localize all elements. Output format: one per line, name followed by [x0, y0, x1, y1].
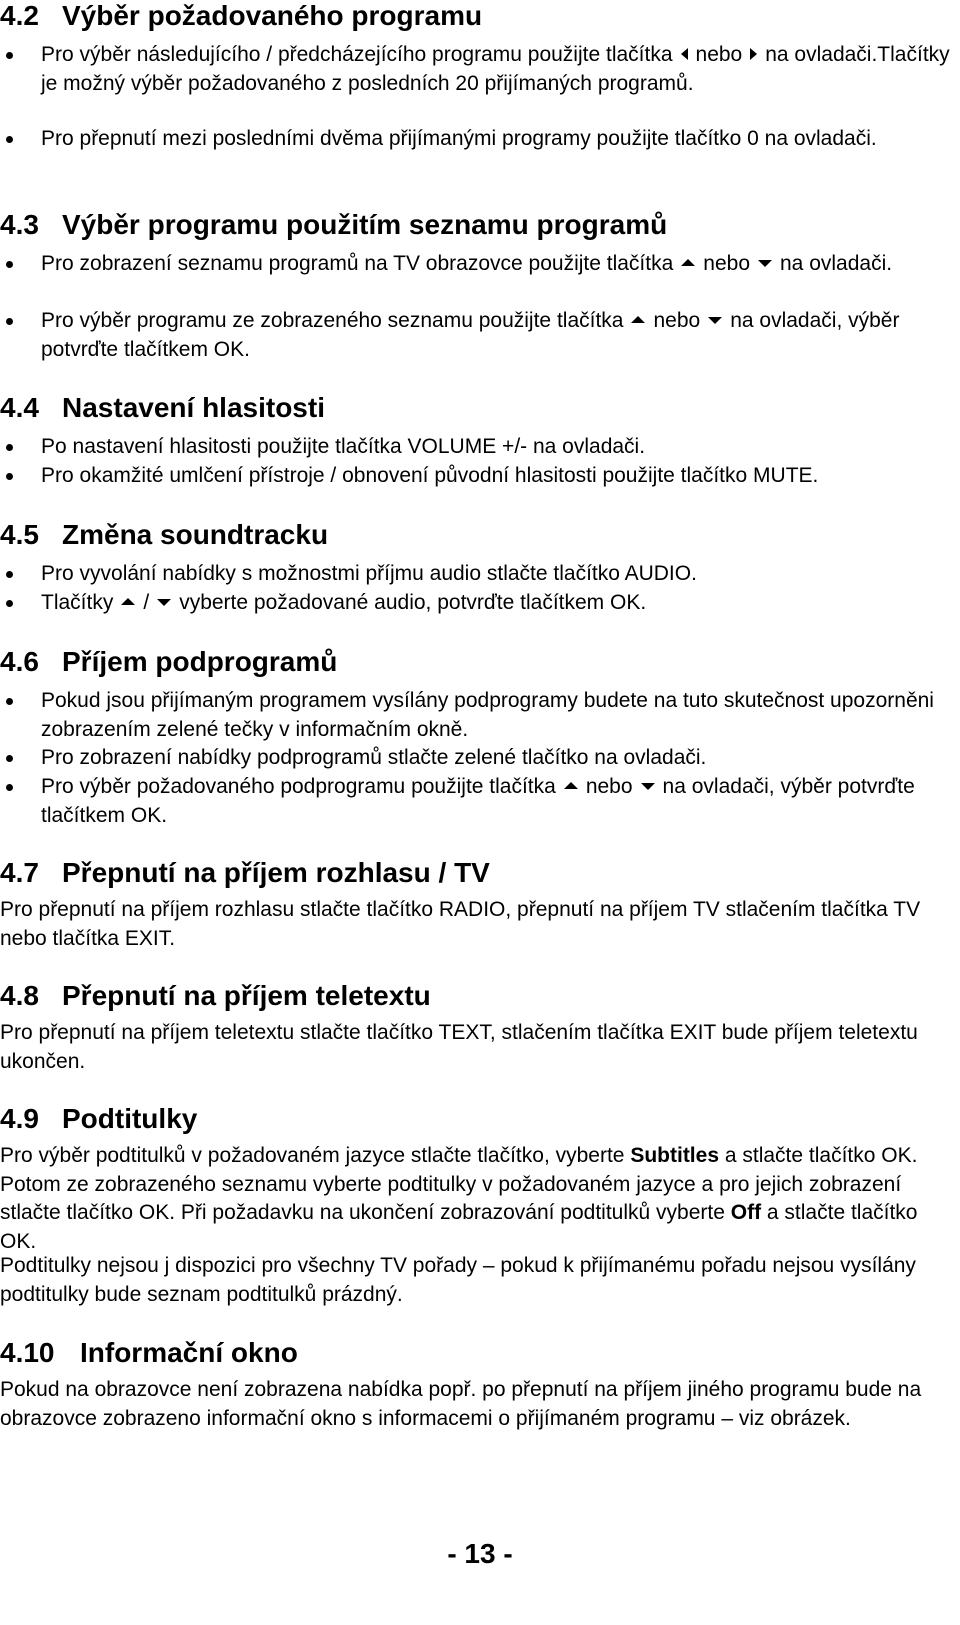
heading-4-10: [0, 1337, 298, 1369]
bullet-icon: [6, 600, 13, 607]
bullet-icon: [6, 571, 13, 578]
list-item: Pro výběr požadovaného podprogramu použijte tlačítka nebo na ovladači, výběr potvrďte tlačítkem OK.: [41, 773, 960, 830]
heading-title: Nastavení hlasitosti: [62, 392, 325, 423]
up-arrow-icon: [631, 316, 645, 323]
heading-title: Změna soundtracku: [62, 519, 329, 550]
paragraph: Pro výběr podtitulků v požadovaném jazyce stlačte tlačítko, vyberte Subtitles a stlačte tlačítko OK. Potom ze zobrazeného seznamu vyberte podtitulky v požadovaném jazyce a pro jejich zobrazení stlačte tlačítko OK. Při požadavku na ukončení zobrazování podtitulků vyberte Off a stlačte tlačítko OK.: [0, 1144, 918, 1253]
heading-title: Přepnutí na příjem teletextu: [62, 980, 431, 1011]
heading-4-4: [0, 392, 325, 424]
heading-number: 4.4: [0, 392, 39, 423]
heading-number: 4.10: [0, 1337, 55, 1368]
heading-4-9: [0, 1103, 197, 1135]
paragraph: Pro přepnutí na příjem rozhlasu stlačte tlačítko RADIO, přepnutí na příjem TV stlačením tlačítka TV nebo tlačítka EXIT.: [0, 898, 921, 950]
heading-4-8: [0, 980, 431, 1012]
up-arrow-icon: [121, 598, 135, 605]
bullet-icon: [6, 784, 13, 791]
left-arrow-icon: [681, 48, 688, 60]
bullet-icon: [6, 698, 13, 705]
paragraph: Pokud na obrazovce není zobrazena nabídka popř. po přepnutí na příjem jiného programu bude na obrazovce zobrazeno informační okno s informacemi o přijímaném programu – viz obrázek.: [0, 1378, 922, 1430]
heading-4-7: [0, 857, 490, 889]
heading-number: 4.3: [0, 209, 39, 240]
up-arrow-icon: [564, 782, 578, 789]
bullet-icon: [6, 261, 13, 268]
list-item: Pro výběr následujícího / předcházejícího programu použijte tlačítka nebo na ovladači.Tlačítky je možný výběr požadovaného z posledních 20 přijímaných programů.: [41, 41, 960, 98]
paragraph: Podtitulky nejsou j dispozici pro všechny TV pořady – pokud k přijímanému pořadu nejsou vysílány podtitulky bude seznam podtitulků prázdný.: [0, 1254, 916, 1306]
right-arrow-icon: [750, 48, 757, 60]
heading-title: Výběr programu použitím seznamu programů: [62, 209, 668, 240]
heading-4-2: [0, 0, 482, 32]
heading-4-3: [0, 209, 667, 241]
bullet-icon: [6, 136, 13, 143]
heading-number: 4.2: [0, 0, 39, 31]
down-arrow-icon: [641, 783, 655, 790]
bullet-icon: [6, 52, 13, 59]
heading-number: 4.9: [0, 1103, 39, 1134]
down-arrow-icon: [758, 260, 772, 267]
heading-title: Informační okno: [80, 1337, 298, 1368]
heading-title: Příjem podprogramů: [62, 646, 338, 677]
up-arrow-icon: [681, 259, 695, 266]
bullet-icon: [6, 755, 13, 762]
heading-title: Podtitulky: [62, 1103, 198, 1134]
heading-number: 4.7: [0, 857, 39, 888]
bullet-icon: [6, 318, 13, 325]
down-arrow-icon: [708, 317, 722, 324]
heading-4-5: [0, 519, 328, 551]
list-item: Tlačítky / vyberte požadované audio, potvrďte tlačítkem OK.: [41, 589, 960, 618]
heading-title: Přepnutí na příjem rozhlasu / TV: [62, 857, 490, 888]
heading-number: 4.8: [0, 980, 39, 1011]
list-item: Po nastavení hlasitosti použijte tlačítka VOLUME +/- na ovladači.: [41, 433, 960, 462]
bullet-icon: [6, 444, 13, 451]
list-item: Pro zobrazení seznamu programů na TV obrazovce použijte tlačítka nebo na ovladači.: [41, 250, 960, 279]
list-item: Pro přepnutí mezi posledními dvěma přijímanými programy použijte tlačítko 0 na ovladači.: [41, 125, 960, 154]
heading-number: 4.6: [0, 646, 39, 677]
list-item: Pro vyvolání nabídky s možnostmi příjmu audio stlačte tlačítko AUDIO.: [41, 560, 960, 589]
down-arrow-icon: [157, 599, 171, 606]
heading-number: 4.5: [0, 519, 39, 550]
heading-4-6: [0, 646, 337, 678]
paragraph: Pro přepnutí na příjem teletextu stlačte tlačítko TEXT, stlačením tlačítka EXIT bude příjem teletextu ukončen.: [0, 1021, 918, 1073]
list-item: Pokud jsou přijímaným programem vysílány podprogramy budete na tuto skutečnost upozorněni zobrazením zelené tečky v informačním okně.: [41, 687, 960, 744]
list-item: Pro zobrazení nabídky podprogramů stlačte zelené tlačítko na ovladači.: [41, 744, 960, 773]
list-item: Pro okamžité umlčení přístroje / obnovení původní hlasitosti použijte tlačítko MUTE.: [41, 462, 960, 491]
bullet-icon: [6, 473, 13, 480]
page-number: - 13 -: [447, 1538, 513, 1569]
list-item: Pro výběr programu ze zobrazeného seznamu použijte tlačítka nebo na ovladači, výběr potvrďte tlačítkem OK.: [41, 307, 960, 364]
heading-title: Výběr požadovaného programu: [62, 0, 483, 31]
